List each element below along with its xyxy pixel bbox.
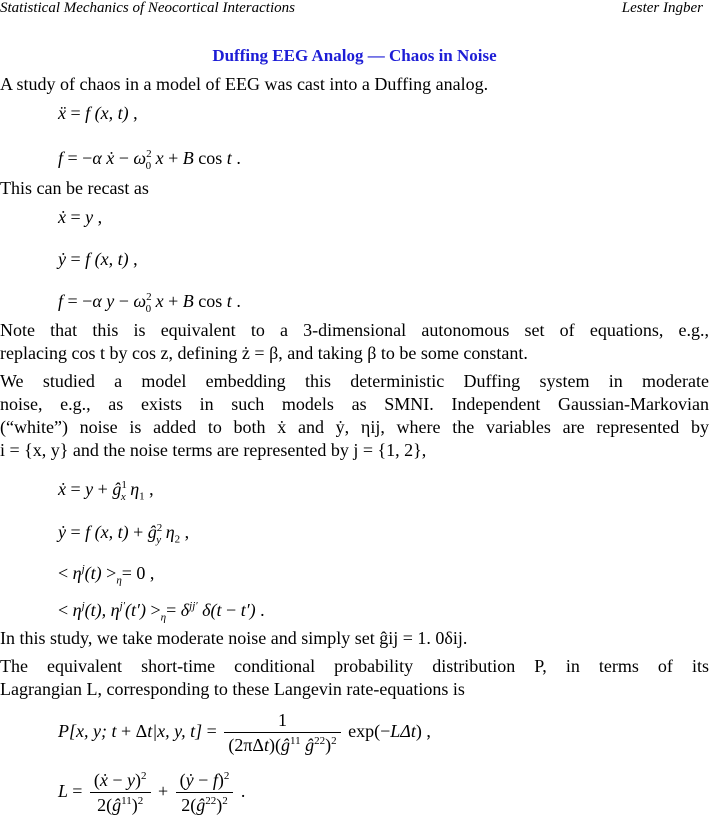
paragraph-intro (0, 73, 709, 96)
paragraph-study (0, 627, 709, 650)
paragraph-line: A study of chaos in a model of EEG was cast into a Duffing analog. (0, 74, 489, 94)
equation-7: ẏ = f (x, t) + ĝ$^2_y$ $\eta_2$ , (58, 522, 190, 546)
paragraph-equivalent (0, 655, 709, 701)
paragraph-line: i = {x, y} and the noise terms are represented by j = {1, 2}, (0, 440, 427, 460)
section-title: Duffing EEG Analog — Chaos in Noise (212, 46, 497, 65)
equation-3: ẋ = y , (58, 207, 103, 227)
equation-6: ẋ = y + ĝ$^1_x$ $\eta_1$ , (58, 479, 154, 503)
paragraph-line: In this study, we take moderate noise and simply set ĝij = 1. 0δij. (0, 628, 468, 648)
equation-11: L = $\frac{(ẋ - y)^2}{2(ĝ^{11})^2}$ + $\frac{(ẏ - f)^2}{2(ĝ^{22})^2}$ . (58, 770, 246, 815)
paragraph-line: Note that this is equivalent to a 3-dimensional autonomous set of equations, e.g., (0, 320, 709, 340)
equation-1: ẍ = f (x, t) , (58, 103, 138, 123)
equation-9: < $\eta^j(t)$, $\eta^{j'}(t') >_\eta= \delta^{jj'}$ δ(t − t′) . (58, 600, 265, 624)
paragraph-line: replacing cos t by cos z, defining ż = β, and taking β to be some constant. (0, 343, 528, 363)
equation-5: f = −α $y - \omega^2_0$ x + B cos t . (58, 291, 241, 315)
paragraph-note (0, 319, 709, 365)
equation-4: ẏ = f (x, t) , (58, 249, 138, 269)
running-header-title: Statistical Mechanics of Neocortical Interactions (0, 0, 295, 16)
equation-8: < $\eta^j(t) >_\eta= 0$ , (58, 563, 155, 587)
paragraph-line: This can be recast as (0, 178, 149, 198)
paragraph-line: noise, e.g., as exists in such models as SMNI. Independent Gaussian-Markovian (0, 394, 709, 414)
paragraph-line: Lagrangian L, corresponding to these Langevin rate-equations is (0, 679, 465, 699)
paragraph-recast (0, 177, 709, 200)
paragraph-line: (“white”) noise is added to both ẋ and ẏ, ηij, where the variables are represented by (0, 417, 709, 437)
running-header-author: Lester Ingber (621, 0, 703, 16)
paragraph-line: We studied a model embedding this deterministic Duffing system in moderate (0, 371, 709, 391)
paragraph-line: The equivalent short-time conditional probability distribution P, in terms of its (0, 656, 709, 676)
paragraph-model (0, 370, 709, 462)
equation-10: P[x, y; t + Δt|x, y, t] = $\frac{1}{(2\pi\Delta t)(ĝ^{11} ĝ^{22})^2}$ exp(−LΔt) , (58, 710, 431, 755)
equation-2: f = −α ẋ − $\omega^2_0$ x + B cos t . (58, 148, 241, 172)
